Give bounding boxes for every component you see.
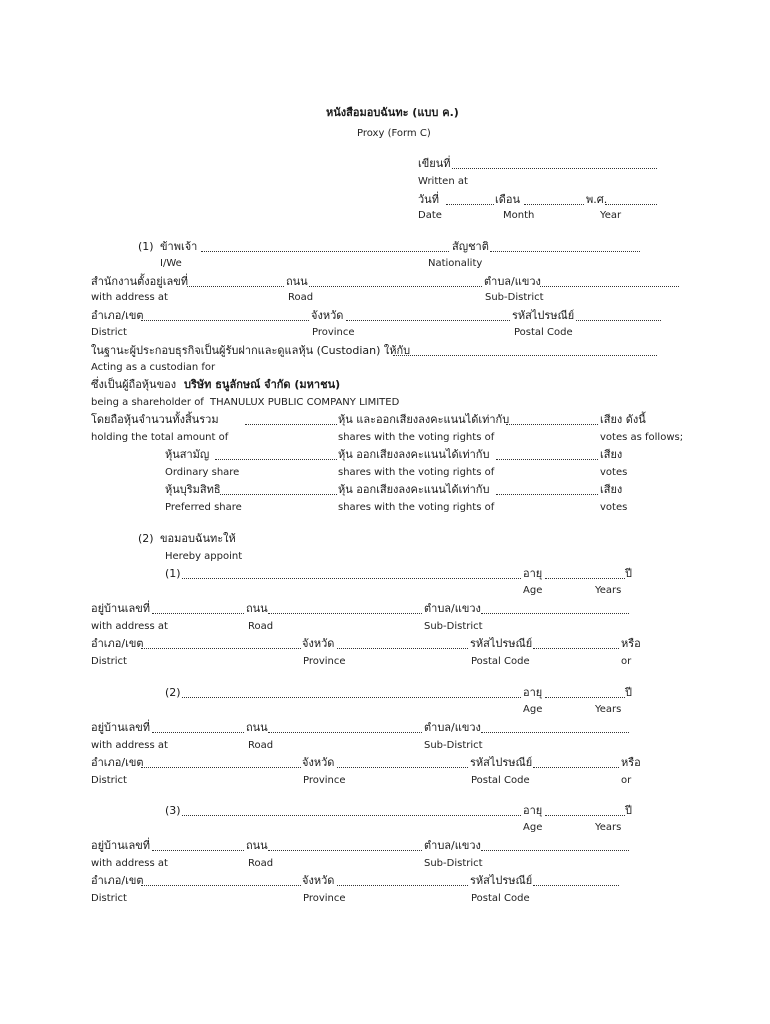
road-label: ถนน [286,275,308,288]
proxy-age-label: อายุ [523,804,543,817]
ordinary-votes-label-en: votes [600,467,628,478]
proxy-number: (3) [165,804,181,817]
proxy-subdistrict-label: ตำบล/แขวง [424,839,481,852]
proxy-years-label: ปี [625,804,632,817]
proxy-subdistrict-label: ตำบล/แขวง [424,602,481,615]
proxy-age-field[interactable] [545,697,625,698]
nationality-field[interactable] [490,251,640,252]
proxy-district-field[interactable] [141,648,301,649]
proxy-age-label-en: Age [523,585,543,596]
written-at-label-en: Written at [418,176,468,187]
proxy-postal-label-en: Postal Code [471,893,530,904]
date-month-label: เดือน [495,193,521,206]
proxy-province-label: จังหวัด [302,756,335,769]
custodian-field[interactable] [393,355,657,356]
section1-number: (1) [138,240,154,253]
preferred-votes-field[interactable] [496,494,598,495]
proxy-subdistrict-label-en: Sub-District [424,858,483,869]
proxy-road-label: ถนน [246,839,268,852]
postal-field[interactable] [576,320,661,321]
shareholder-label-en: being a shareholder of [91,397,204,408]
preferred-shares-label-en: shares with the voting rights of [338,502,495,513]
proxy-years-label: ปี [625,686,632,699]
proxy-house-field[interactable] [152,850,244,851]
preferred-votes-label-en: votes [600,502,628,513]
proxy-province-label-en: Province [303,775,346,786]
custodian-label: ในฐานะผู้ประกอบธุรกิจเป็นผู้รับฝากและดูแลหุ้น (Custodian) ให้กับ [91,344,411,357]
proxy-road-field[interactable] [268,613,422,614]
holding-votes-field[interactable] [506,424,598,425]
proxy-age-label: อายุ [523,686,543,699]
proxy-or-label: หรือ [621,756,641,769]
proxy-age-label: อายุ [523,567,543,580]
office-number-field[interactable] [187,286,284,287]
nationality-label-en: Nationality [428,258,483,269]
proxy-province-label: จังหวัด [302,637,335,650]
proxy-age-field[interactable] [545,578,625,579]
iwe-label: ข้าพเจ้า [160,240,198,253]
ordinary-shares-label-en: shares with the voting rights of [338,467,495,478]
proxy-postal-label: รหัสไปรษณีย์ [470,637,533,650]
proxy-postal-field[interactable] [533,648,619,649]
district-field[interactable] [141,320,309,321]
company-name-th: บริษัท ธนูลักษณ์ จำกัด (มหาชน) [184,378,341,391]
proxy-province-label-en: Province [303,893,346,904]
proxy-road-label-en: Road [248,740,274,751]
appoint-label: ขอมอบฉันทะให้ [160,532,236,545]
proxy-years-label-en: Years [595,585,622,596]
proxy-province-field[interactable] [337,885,468,886]
proxy-district-field[interactable] [141,885,301,886]
proxy-district-field[interactable] [141,767,301,768]
district-label: อำเภอ/เขต [91,309,144,322]
proxy-province-field[interactable] [337,648,468,649]
holding-shares-label-en: shares with the voting rights of [338,432,495,443]
proxy-house-label-en: with address at [91,858,168,869]
proxy-age-label-en: Age [523,822,543,833]
date-day-field[interactable] [446,204,494,205]
date-day-label-en: Date [418,210,442,221]
proxy-postal-label: รหัสไปรษณีย์ [470,874,533,887]
province-label: จังหวัด [311,309,344,322]
section2-number: (2) [138,532,154,545]
preferred-label-en: Preferred share [165,502,242,513]
office-label: สำนักงานตั้งอยู่เลขที่ [91,275,188,288]
proxy-road-field[interactable] [268,850,422,851]
proxy-postal-field[interactable] [533,767,619,768]
proxy-district-label: อำเภอ/เขต [91,874,144,887]
iwe-label-en: I/We [160,258,182,269]
proxy-years-label-en: Years [595,704,622,715]
appoint-label-en: Hereby appoint [165,551,243,562]
proxy-district-label: อำเภอ/เขต [91,637,144,650]
preferred-shares-label: หุ้น ออกเสียงลงคะแนนได้เท่ากับ [338,483,490,496]
holding-shares-field[interactable] [245,424,337,425]
iwe-name-field[interactable] [201,251,449,252]
proxy-house-label-en: with address at [91,621,168,632]
proxy-number: (1) [165,567,181,580]
office-label-en: with address at [91,292,168,303]
proxy-district-label: อำเภอ/เขต [91,756,144,769]
custodian-label-en: Acting as a custodian for [91,362,216,373]
province-label-en: Province [312,327,355,338]
proxy-postal-label: รหัสไปรษณีย์ [470,756,533,769]
proxy-road-label-en: Road [248,621,274,632]
date-year-label-en: Year [600,210,622,221]
proxy-years-label: ปี [625,567,632,580]
written-at-field[interactable] [452,168,657,169]
proxy-age-label-en: Age [523,704,543,715]
date-day-label: วันที่ [418,193,439,206]
ordinary-label: หุ้นสามัญ [165,448,210,461]
holding-votes-label: เสียง ดังนี้ [600,413,646,426]
proxy-subdistrict-field[interactable] [481,850,629,851]
proxy-years-label-en: Years [595,822,622,833]
proxy-road-label: ถนน [246,602,268,615]
proxy-province-label: จังหวัด [302,874,335,887]
date-month-label-en: Month [503,210,535,221]
written-at-label: เขียนที่ [418,157,451,170]
form-subtitle: Proxy (Form C) [357,128,431,139]
proxy-or-label: หรือ [621,637,641,650]
proxy-road-field[interactable] [268,732,422,733]
proxy-subdistrict-label-en: Sub-District [424,621,483,632]
proxy-house-label: อยู่บ้านเลขที่ [91,839,151,852]
holding-label-en: holding the total amount of [91,432,229,443]
form-title: หนังสือมอบฉันทะ (แบบ ค.) [326,106,459,119]
road-label-en: Road [288,292,314,303]
proxy-subdistrict-label: ตำบล/แขวง [424,721,481,734]
subdistrict-label: ตำบล/แขวง [484,275,541,288]
company-name-en: THANULUX PUBLIC COMPANY LIMITED [210,397,400,408]
proxy-house-field[interactable] [152,732,244,733]
proxy-postal-label-en: Postal Code [471,775,530,786]
proxy-house-label-en: with address at [91,740,168,751]
proxy-province-field[interactable] [337,767,468,768]
holding-shares-label: หุ้น และออกเสียงลงคะแนนได้เท่ากับ [338,413,510,426]
road-field[interactable] [309,286,482,287]
proxy-or-label-en: or [621,656,632,667]
proxy-subdistrict-field[interactable] [481,613,629,614]
ordinary-shares-label: หุ้น ออกเสียงลงคะแนนได้เท่ากับ [338,448,490,461]
subdistrict-label-en: Sub-District [485,292,544,303]
proxy-number: (2) [165,686,181,699]
proxy-subdistrict-label-en: Sub-District [424,740,483,751]
proxy-house-field[interactable] [152,613,244,614]
proxy-or-label-en: or [621,775,632,786]
proxy-house-label: อยู่บ้านเลขที่ [91,602,151,615]
date-month-field[interactable] [524,204,584,205]
holding-votes-label-en: votes as follows; [600,432,684,443]
date-year-label: พ.ศ. [586,193,608,206]
proxy-postal-field[interactable] [533,885,619,886]
proxy-name-field[interactable] [182,578,521,579]
postal-label-en: Postal Code [514,327,573,338]
proxy-name-field[interactable] [182,815,521,816]
preferred-shares-field[interactable] [220,494,337,495]
district-label-en: District [91,327,127,338]
ordinary-votes-field[interactable] [496,459,598,460]
ordinary-label-en: Ordinary share [165,467,240,478]
proxy-house-label: อยู่บ้านเลขที่ [91,721,151,734]
proxy-road-label: ถนน [246,721,268,734]
proxy-name-field[interactable] [182,697,521,698]
nationality-label: สัญชาติ [452,240,489,253]
proxy-district-label-en: District [91,893,127,904]
proxy-district-label-en: District [91,775,127,786]
proxy-subdistrict-field[interactable] [481,732,629,733]
proxy-postal-label-en: Postal Code [471,656,530,667]
postal-label: รหัสไปรษณีย์ [512,309,575,322]
proxy-age-field[interactable] [545,815,625,816]
preferred-votes-label: เสียง [600,483,623,496]
proxy-province-label-en: Province [303,656,346,667]
ordinary-shares-field[interactable] [215,459,337,460]
province-field[interactable] [346,320,510,321]
ordinary-votes-label: เสียง [600,448,623,461]
proxy-road-label-en: Road [248,858,274,869]
shareholder-label: ซึ่งเป็นผู้ถือหุ้นของ [91,378,177,391]
preferred-label: หุ้นบุริมสิทธิ [165,483,221,496]
date-year-field[interactable] [605,204,657,205]
proxy-district-label-en: District [91,656,127,667]
holding-label: โดยถือหุ้นจำนวนทั้งสิ้นรวม [91,413,219,426]
subdistrict-field[interactable] [540,286,679,287]
